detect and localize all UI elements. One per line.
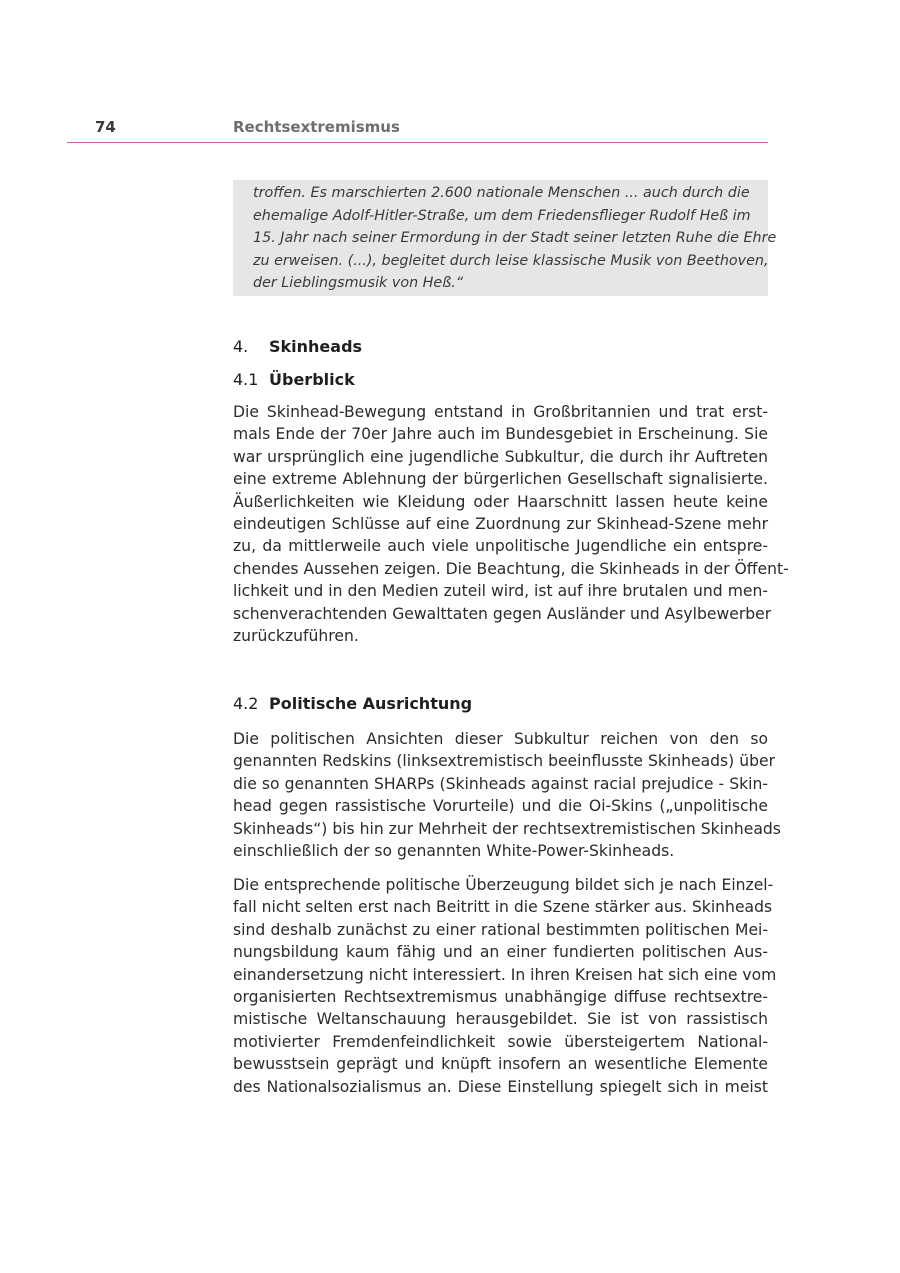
text-line: einandersetzung nicht interessiert. In ihren Kreisen hat sich eine vom [233, 965, 777, 984]
paragraph-ueberblick [233, 401, 789, 647]
text-line: organisierten Rechtsextremismus unabhängige diffuse rechtsextre- [233, 988, 768, 1007]
text-line: Die entsprechende politische Überzeugung bildet sich je nach Einzel- [233, 876, 774, 894]
text-line: schenverachtenden Gewalttaten gegen Ausländer und Asylbewerber [233, 604, 772, 623]
text-line: eine extreme Ablehnung der bürgerlichen Gesellschaft signalisierte. [233, 470, 768, 489]
section-title: Politische Ausrichtung [269, 694, 473, 713]
text-line: zurückzuführen. [233, 627, 359, 646]
quote-line: troffen. Es marschierten 2.600 nationale Menschen ... auch durch die [253, 185, 750, 201]
text-line: nungsbildung kaum fähig und an einer fundierten politischen Aus- [233, 943, 768, 962]
text-line: head gegen rassistische Vorurteile) und die Oi-Skins („unpolitische [233, 797, 768, 816]
quote-box [233, 180, 777, 296]
text-line: die so genannten SHARPs (Skinheads against racial prejudice - Skin- [233, 774, 768, 793]
text-line: chendes Aussehen zeigen. Die Beachtung, die Skinheads in der Öffent- [233, 559, 789, 578]
section-heading-ueberblick [233, 370, 355, 389]
section-number: 4.2 [233, 694, 259, 713]
text-line: bewusstsein geprägt und knüpft insofern an wesentliche Elemente [233, 1055, 768, 1074]
text-line: mistische Weltanschauung herausgebildet. Sie ist von rassistisch [233, 1010, 768, 1029]
section-heading-skinheads [233, 337, 362, 356]
section-heading-politische-ausrichtung [233, 694, 472, 713]
text-line: Skinheads“) bis hin zur Mehrheit der rechtsextremistischen Skinheads [233, 819, 781, 838]
text-line: genannten Redskins (linksextremistisch beeinflusste Skinheads) über [233, 752, 776, 771]
quote-line: zu erweisen. (...), begleitet durch leise klassische Musik von Beethoven, [253, 252, 769, 269]
section-title: Überblick [269, 370, 355, 389]
text-line: fall nicht selten erst nach Beitritt in die Szene stärker aus. Skinheads [233, 898, 773, 917]
text-line: motivierter Fremdenfeindlichkeit sowie übersteigertem National- [233, 1032, 768, 1051]
text-line: einschließlich der so genannten White-Power-Skinheads. [233, 842, 675, 861]
paragraph-politische-ueberzeugung [233, 874, 777, 1098]
section-number: 4. [233, 337, 249, 356]
text-line: Äußerlichkeiten wie Kleidung oder Haarschnitt lassen heute keine [233, 492, 768, 511]
section-number: 4.1 [233, 370, 259, 389]
text-line: Die Skinhead-Bewegung entstand in Großbritannien und trat erst- [233, 403, 768, 421]
text-line: sind deshalb zunächst zu einer rational bestimmten politischen Mei- [233, 920, 768, 939]
text-line: Die politischen Ansichten dieser Subkultur reichen von den so [233, 730, 768, 748]
quote-line: der Lieblingsmusik von Heß.“ [253, 275, 464, 292]
page-header [67, 116, 768, 143]
text-line: des Nationalsozialismus an. Diese Einstellung spiegelt sich in meist [233, 1077, 768, 1096]
paragraph-politische-ansichten [233, 728, 781, 862]
text-line: mals Ende der 70er Jahre auch im Bundesgebiet in Erscheinung. Sie [233, 425, 768, 444]
quote-line: 15. Jahr nach seiner Ermordung in der Stadt seiner letzten Ruhe die Ehre [253, 230, 777, 247]
section-title: Skinheads [269, 337, 363, 356]
text-line: war ursprünglich eine jugendliche Subkultur, die durch ihr Auftreten [233, 447, 768, 466]
text-line: eindeutigen Schlüsse auf eine Zuordnung zur Skinhead-Szene mehr [233, 515, 768, 534]
page-number: 74 [95, 118, 116, 136]
text-line: lichkeit und in den Medien zuteil wird, ist auf ihre brutalen und men- [233, 582, 768, 601]
text-line: zu, da mittlerweile auch viele unpolitische Jugendliche ein entspre- [233, 537, 768, 556]
quote-line: ehemalige Adolf-Hitler-Straße, um dem Friedensflieger Rudolf Heß im [253, 207, 751, 224]
running-title: Rechtsextremismus [233, 118, 400, 136]
